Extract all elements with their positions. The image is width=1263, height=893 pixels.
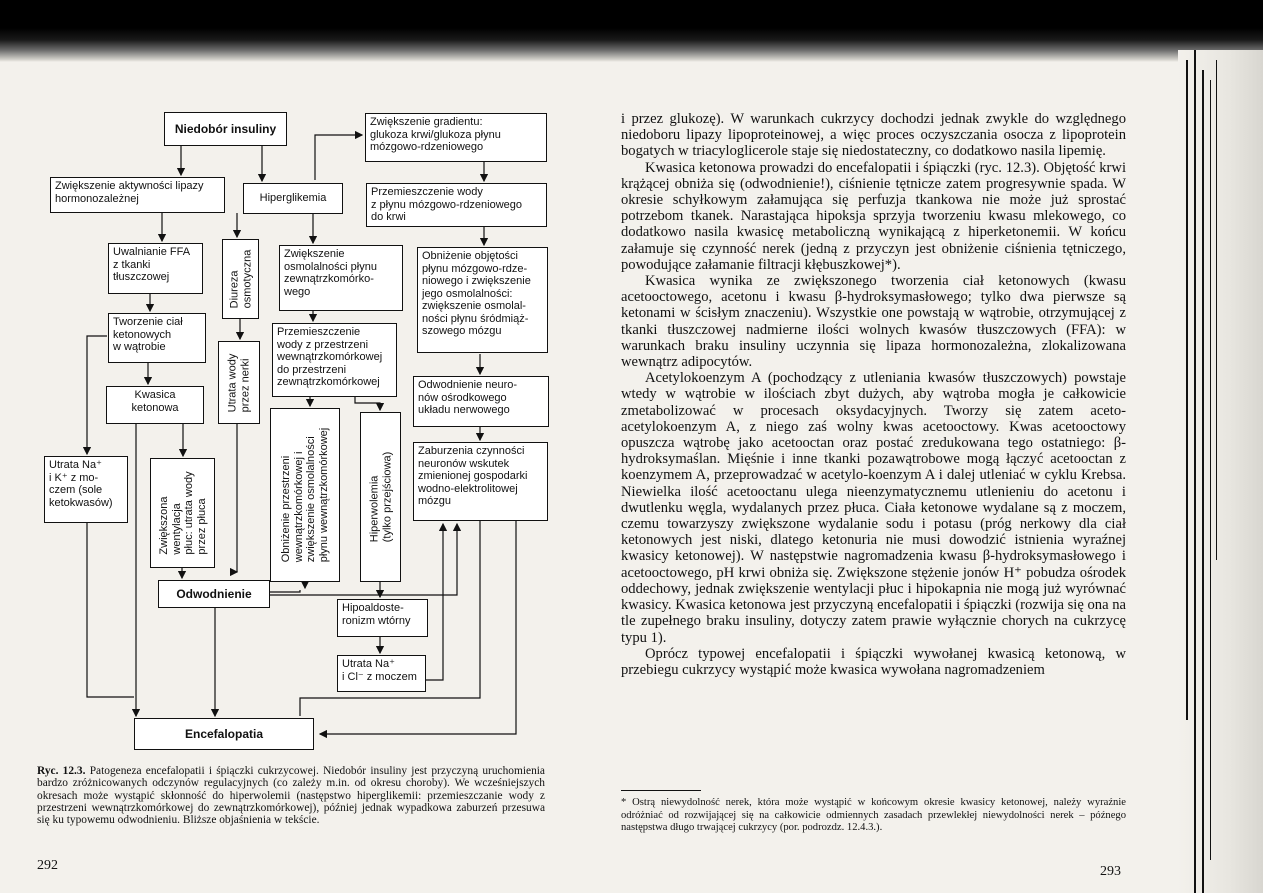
box-hiperwolemia: Hiperwolemia (tylko przejściowa)	[360, 412, 401, 582]
box-utrata-na-cl: Utrata Na⁺ i Cl⁻ z moczem	[337, 655, 426, 692]
box-hipoaldosteronizm: Hipoaldoste- ronizm wtórny	[337, 599, 428, 637]
box-obnizenie-przestrzeni: Obniżenie przestrzeni wewnątrzkomórkowej i zwiększenie osmolalności płynu wewnątrzkomórkowej	[270, 408, 340, 582]
paragraph: i przez glukozę). W warunkach cukrzycy dochodzi jednak zwykle do względnego niedoboru lipazy lipoproteinowej, a więc proces oczyszczania osocza z lipoprotein bogatych w triacyloglicerole staje się niedostateczny, co dodatkowo nasila lipemię.	[621, 111, 1126, 160]
box-przemieszczenie-wewnatrzkomorkowej: Przemieszczenie wody z przestrzeni wewnątrzkomórkowej do przestrzeni zewnątrzkomórkowej	[272, 323, 397, 397]
right-page-edge	[1178, 50, 1263, 893]
box-utrata-na-k: Utrata Na⁺ i K⁺ z mo- czem (sole ketokwasów)	[44, 456, 128, 523]
box-zwiekszona-wentylacja: Zwiększona wentylacja płuc: utrata wody przez płuca	[150, 458, 215, 568]
box-zaburzenia-czynnosci: Zaburzenia czynności neuronów wskutek zmienionej gospodarki wodno-elektrolitowej mózgu	[413, 442, 548, 521]
paragraph: Kwasica wynika ze zwiększonego tworzenia ciał ketonowych (kwasu acetooctowego, acetonu i kwasu β-hydroksymasłowego; tylko dwa pierwsze są ketonami w ścisłym znaczeniu). Wszystkie one powstają w wątrobie, otrzymującej z tkanki tłuszczowej nadmierne ilości wolnych kwasów tłuszczowych (FFA): w warunkach braku insuliny uczynnia się lipaza hormonozależna, zlokalizowana wewnątrz adipocytów.	[621, 273, 1126, 371]
box-lipaza: Zwiększenie aktywności lipazy hormonozależnej	[50, 177, 225, 213]
box-odwodnienie-neuronow: Odwodnienie neuro- nów ośrodkowego układu nerwowego	[413, 376, 549, 427]
paragraph: Oprócz typowej encefalopatii i śpiączki wywołanej kwasicą ketonową, w przebiegu cukrzycy wystąpić może kwasica wywołana nagromadzeniem	[621, 645, 1126, 678]
box-utrata-wody-nerki: Utrata wody przez nerki	[218, 341, 260, 424]
box-tworzenie-cial-ketonowych: Tworzenie ciał ketonowych w wątrobie	[108, 313, 206, 363]
footnote: * Ostrą niewydolność nerek, która może wystąpić w końcowym okresie kwasicy ketonowej, należy wyraźnie odróżniać od rozwijającej się na całkowicie odmiennych zasadach przewlekłej niewydolności nerek – późnego następstwa długo trwającej cukrzycy (por. podrozdz. 12.4.3.).	[621, 797, 1126, 834]
page-number-left: 292	[37, 858, 58, 873]
box-diureza-osmotyczna: Diureza osmotyczna	[222, 239, 259, 319]
paragraph: Kwasica ketonowa prowadzi do encefalopatii i śpiączki (ryc. 12.3). Objętość krwi krążącej obniża się (odwodnienie!), ciśnienie tętnicze zatem progresywnie spada. W okresie schyłkowym załamująca się perfuzja tkankowa nie może już sprostać potrzebom tkanek. Narastająca hipoksja sprzyja tworzeniu kwasu mlekowego, co dodatkowo nasila kwasicę metaboliczną wynikającą z hiperketonemii. W końcu załamuje się czynność nerek (jedną z przyczyn jest obniżenie ciśnienia tętniczego, powodujące załamanie filtracji kłębuszkowej*).	[621, 159, 1126, 273]
box-encefalopatia: Encefalopatia	[134, 718, 314, 750]
figure-caption: Ryc. 12.3. Patogeneza encefalopatii i śpiączki cukrzycowej. Niedobór insuliny jest przyczyną uruchomienia bardzo zróżnicowanych odczynów regulacyjnych (co zależy m.in. od okresu choroby). We wcześniejszych okresach może wystąpić skłonność do hiperwolemii (następstwo hiperglikemii: przemieszczanie wody z przestrzeni wewnątrzkomórkowej do zewnątrzkomórkowej), później jednak wypadkowa zaburzeń przesuwa się ku typowemu odwodnieniu. Bliższe objaśnienia w tekście.	[37, 765, 545, 827]
page-number-right: 293	[1100, 864, 1121, 879]
box-przemieszczenie-wody: Przemieszczenie wody z płynu mózgowo-rdzeniowego do krwi	[366, 183, 547, 227]
box-obnizenie-objetosci: Obniżenie objętości płynu mózgowo-rdze- niowego i zwiększenie jego osmolalności: zwiększenie osmolal- ności płynu śródmiąż- szowego mózgu	[417, 247, 548, 353]
footnote-rule	[621, 790, 701, 791]
body-text	[621, 111, 1126, 678]
box-hiperglikemia: Hiperglikemia	[243, 183, 343, 214]
box-zwiekszenie-osmolalnosci: Zwiększenie osmolalności płynu zewnątrzkomórko- wego	[279, 245, 403, 311]
box-niedobor-insuliny: Niedobór insuliny	[164, 112, 287, 146]
box-kwasica-ketonowa: Kwasica ketonowa	[106, 386, 204, 424]
box-uwalnianie-ffa: Uwalnianie FFA z tkanki tłuszczowej	[108, 243, 203, 294]
paragraph: Acetylokoenzym A (pochodzący z utleniania kwasów tłuszczowych) powstaje wtedy w wątrobie w ilościach zbyt dużych, aby wątroba mogła je całkowicie zmetabolizować w procesach oksydacyjnych. Tworzy się zatem aceto-acetylokoenzym A, z niego zaś wolny kwas acetooctowy. Kwas acetooctowy opuszcza wątrobę jako acetooctan oraz postać zredukowana tego ostatniego: β-hydroksymaślan. Mięśnie i inne tkanki pozawątrobowe mogą łączyć acetooctan z koenzymem A, przeprowadzać w acetylo-koenzym A i dalej utleniać w cyklu Krebsa. Niewielka ilość acetooctanu ulega nieenzymatycznemu utlenieniu do acetonu i dwutlenku węgla, wydalanych przez płuca. Ciała ketonowe wydalane są z moczem, czemu towarzyszy zwiększone wydalanie sodu i potasu (próg nerkowy dla ciał ketonowych jest niski, dlatego ketonuria nie musi dowodzić istnienia wyraźnej kwasicy ketonowej). W następstwie nagromadzenia kwasu β-hydroksymasłowego i acetooctowego, pH krwi obniża się. Zwiększone stężenie jonów H⁺ pobudza ośrodek oddechowy, jednak zwiększenie wentylacji płuc i hipokapnia nie mogą już wyrównać kwasicy. Kwasica ketonowa jest przyczyną encefalopatii i śpiączki (rozwija się ona na tle zupełnego braku insuliny, dotyczy zatem prawie wyłącznie chorych na cukrzycę typu 1).	[621, 370, 1126, 646]
box-odwodnienie: Odwodnienie	[158, 580, 270, 608]
box-zwiekszenie-gradientu: Zwiększenie gradientu: glukoza krwi/glukoza płynu mózgowo-rdzeniowego	[365, 113, 547, 162]
